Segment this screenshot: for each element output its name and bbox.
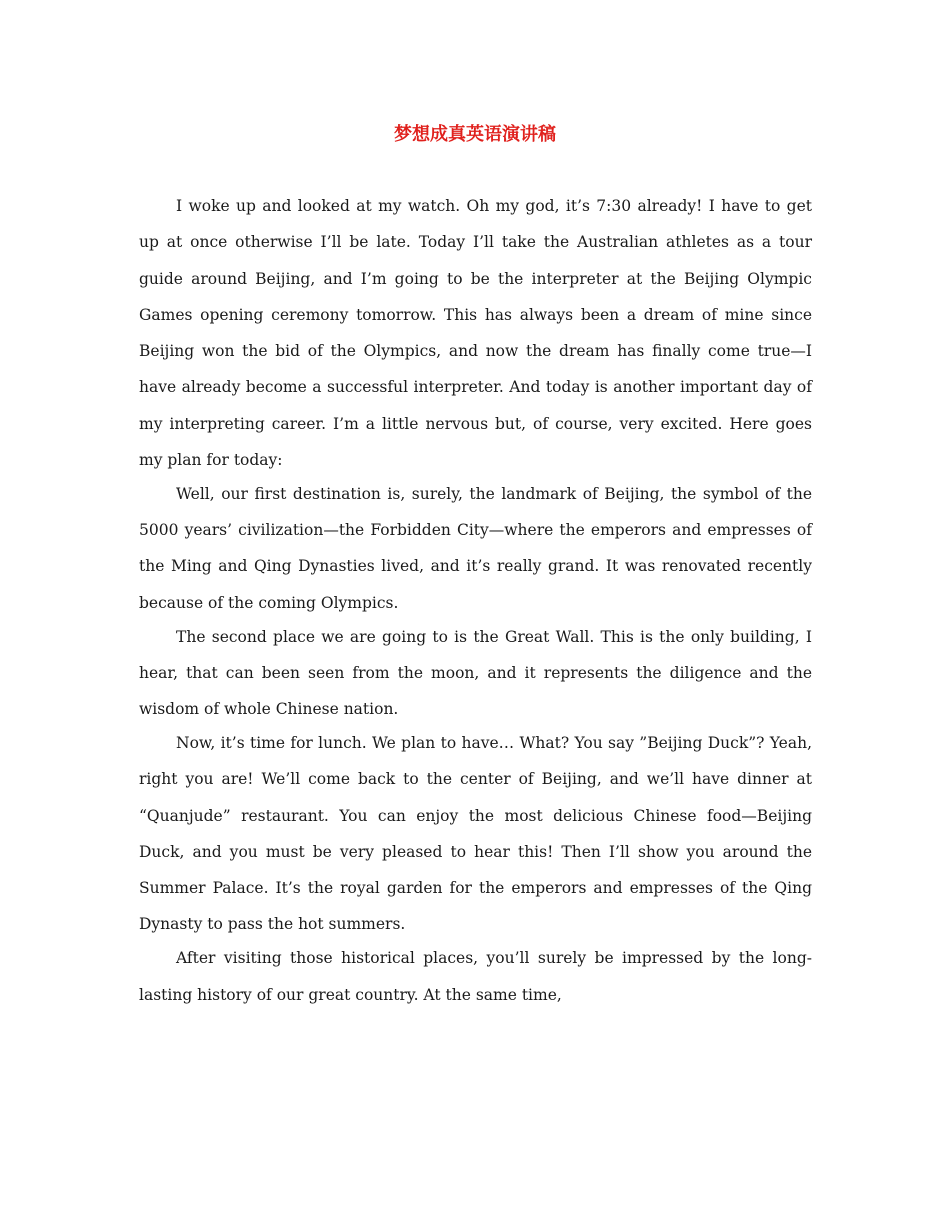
document-body bbox=[139, 188, 812, 1010]
paragraph-2: Well, our first destination is, surely, the landmark of Beijing, the symbol of the 5000 years’ civilization—the Forbidden City—where the emperors and empresses of the Ming and Qing Dynasties lived, and it’s really grand. It was renovated recently because of the coming Olympics. bbox=[139, 484, 812, 612]
paragraph-5: After visiting those historical places, you’ll surely be impressed by the long-lasting history of our great country. At the same time, bbox=[139, 949, 812, 1004]
paragraph-1: I woke up and looked at my watch. Oh my god, it’s 7:30 already! I have to get up at once otherwise I’ll be late. Today I’ll take the Australian athletes as a tour guide around Beijing, and I’m going to be the interpreter at the Beijing Olympic Games opening ceremony tomorrow. This has always been a dream of mine since Beijing won the bid of the Olympics, and now the dream has finally come true—I have already become a successful interpreter. And today is another important day of my interpreting career. I’m a little nervous but, of course, very excited. Here goes my plan for today: bbox=[139, 197, 812, 470]
paragraph-4: Now, it’s time for lunch. We plan to have… What? You say ”Beijing Duck”? Yeah, right you are! We’ll come back to the center of Beijing, and we’ll have dinner at “Quanjude” restaurant. You can enjoy the most delicious Chinese food—Beijing Duck, and you must be very pleased to hear this! Then I’ll show you around the Summer Palace. It’s the royal garden for the emperors and empresses of the Qing Dynasty to pass the hot summers. bbox=[139, 733, 812, 934]
paragraph-3: The second place we are going to is the Great Wall. This is the only building, I hear, that can been seen from the moon, and it represents the diligence and the wisdom of whole Chinese nation. bbox=[139, 627, 812, 719]
document-title: 梦想成真英语演讲稿 bbox=[394, 124, 556, 145]
